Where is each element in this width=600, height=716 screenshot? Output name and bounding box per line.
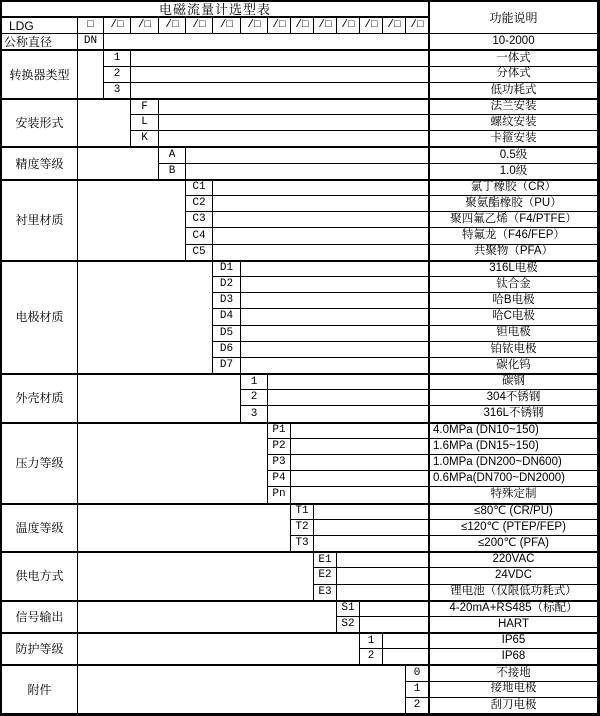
blank-cell: [78, 504, 291, 553]
option-code: C2: [186, 196, 213, 212]
option-desc: 4.0MPa (DN10~150): [429, 423, 598, 439]
model-slot-box: /□: [360, 18, 383, 34]
option-desc: 螺纹安装: [429, 115, 598, 131]
blank-cell: [291, 471, 429, 487]
option-code: B: [159, 164, 186, 180]
blank-cell: [78, 665, 406, 714]
option-code: E2: [314, 568, 337, 584]
option-desc: 1.6MPa (DN15~150): [429, 439, 598, 455]
option-code: 2: [360, 649, 383, 665]
option-code: D1: [213, 261, 241, 277]
option-code: C5: [186, 245, 213, 261]
option-desc: 分体式: [429, 67, 598, 83]
blank-cell: [78, 261, 213, 374]
model-slot-box: /□: [406, 18, 429, 34]
option-code: S2: [337, 617, 360, 633]
blank-cell: [337, 568, 429, 584]
option-desc: 0.5级: [429, 147, 598, 163]
blank-cell: [78, 552, 314, 601]
option-desc: ≤200℃ (PFA): [429, 536, 598, 552]
blank-cell: [314, 504, 429, 520]
blank-cell: [131, 67, 429, 83]
category-label: 电极材质: [2, 261, 78, 374]
blank-cell: [337, 585, 429, 601]
blank-cell: [241, 309, 429, 325]
option-code: 1: [360, 633, 383, 649]
option-desc: 钛合金: [429, 277, 598, 293]
option-desc: ≤80℃ (CR/PU): [429, 504, 598, 520]
model-slot-box: /□: [104, 18, 131, 34]
blank-cell: [213, 180, 429, 196]
blank-cell: [291, 455, 429, 471]
option-code: D7: [213, 358, 241, 374]
blank-cell: [360, 617, 429, 633]
model-slot-box: /□: [314, 18, 337, 34]
model-slot-box: /□: [159, 18, 186, 34]
blank-cell: [360, 601, 429, 617]
table-title: 电磁流量计选型表: [2, 2, 429, 18]
option-code: F: [131, 99, 159, 115]
model-slot-box: /□: [268, 18, 291, 34]
blank-cell: [213, 245, 429, 261]
blank-cell: [213, 196, 429, 212]
option-code: K: [131, 131, 159, 147]
blank-cell: [78, 147, 159, 179]
option-code: 1: [241, 374, 268, 390]
option-code: C3: [186, 212, 213, 228]
option-code: 1: [104, 50, 131, 66]
category-label: 温度等级: [2, 504, 78, 553]
blank-cell: [78, 50, 104, 99]
blank-cell: [314, 520, 429, 536]
blank-cell: [268, 406, 429, 422]
option-code: C1: [186, 180, 213, 196]
category-label: 防护等级: [2, 633, 78, 665]
blank-cell: [291, 439, 429, 455]
model-slot-box: /□: [186, 18, 213, 34]
option-code: P3: [268, 455, 291, 471]
option-desc: 316L电极: [429, 261, 598, 277]
blank-cell: [78, 633, 360, 665]
blank-cell: [131, 50, 429, 66]
blank-cell: [78, 601, 337, 633]
option-desc: 低功耗式: [429, 83, 598, 99]
option-desc: 304不锈钢: [429, 390, 598, 406]
blank-cell: [291, 423, 429, 439]
blank-cell: [213, 228, 429, 244]
model-prefix-label: LDG: [2, 18, 78, 34]
option-desc: 哈C电极: [429, 309, 598, 325]
blank-cell: [159, 115, 429, 131]
option-code: T2: [291, 520, 314, 536]
option-code: L: [131, 115, 159, 131]
option-desc: 4-20mA+RS485（标配）: [429, 601, 598, 617]
blank-cell: [383, 649, 429, 665]
blank-cell: [268, 390, 429, 406]
blank-cell: [78, 423, 268, 504]
option-code: D4: [213, 309, 241, 325]
blank-cell: [159, 131, 429, 147]
blank-cell: [241, 342, 429, 358]
option-code: E1: [314, 552, 337, 568]
diameter-desc: 10-2000: [429, 34, 598, 50]
category-label: 外壳材质: [2, 374, 78, 423]
option-code: 3: [241, 406, 268, 422]
blank-cell: [104, 34, 429, 50]
option-desc: 哈B电极: [429, 293, 598, 309]
model-slot-box: /□: [291, 18, 314, 34]
option-desc: 碳化钨: [429, 358, 598, 374]
option-desc: 共聚物（PFA）: [429, 245, 598, 261]
blank-cell: [131, 83, 429, 99]
blank-cell: [213, 212, 429, 228]
model-code-box: □: [78, 18, 104, 34]
option-code: S1: [337, 601, 360, 617]
blank-cell: [291, 487, 429, 503]
blank-cell: [314, 536, 429, 552]
option-code: D6: [213, 342, 241, 358]
option-code: 1: [406, 682, 429, 698]
option-code: 2: [241, 390, 268, 406]
blank-cell: [241, 358, 429, 374]
blank-cell: [241, 261, 429, 277]
option-desc: 刮刀电极: [429, 698, 598, 714]
model-slot-box: /□: [131, 18, 159, 34]
category-label: 安装形式: [2, 99, 78, 148]
option-desc: 氯丁橡胶（CR）: [429, 180, 598, 196]
option-desc: 一体式: [429, 50, 598, 66]
blank-cell: [241, 293, 429, 309]
option-desc: 聚四氟乙烯（F4/PTFE）: [429, 212, 598, 228]
model-slot-box: /□: [213, 18, 241, 34]
option-desc: HART: [429, 617, 598, 633]
option-desc: 特殊定制: [429, 487, 598, 503]
option-code: D2: [213, 277, 241, 293]
option-code: D3: [213, 293, 241, 309]
blank-cell: [186, 164, 429, 180]
option-desc: 法兰安装: [429, 99, 598, 115]
option-code: A: [159, 147, 186, 163]
function-description-header: 功能说明: [429, 2, 598, 34]
option-desc: IP65: [429, 633, 598, 649]
option-desc: 铂铱电极: [429, 342, 598, 358]
option-code: D5: [213, 326, 241, 342]
option-desc: 1.0MPa (DN200~DN600): [429, 455, 598, 471]
option-code: C4: [186, 228, 213, 244]
category-label: 供电方式: [2, 552, 78, 601]
option-desc: 1.0级: [429, 164, 598, 180]
option-code: 0: [406, 665, 429, 681]
category-label: 衬里材质: [2, 180, 78, 261]
blank-cell: [159, 99, 429, 115]
category-label: 信号输出: [2, 601, 78, 633]
option-desc: 不接地: [429, 665, 598, 681]
model-slot-box: /□: [337, 18, 360, 34]
option-desc: 聚氨酯橡胶（PU）: [429, 196, 598, 212]
blank-cell: [241, 277, 429, 293]
option-desc: 卡箍安装: [429, 131, 598, 147]
option-code: P1: [268, 423, 291, 439]
option-code: P4: [268, 471, 291, 487]
blank-cell: [78, 180, 186, 261]
option-desc: 碳钢: [429, 374, 598, 390]
model-slot-box: /□: [383, 18, 406, 34]
option-desc: 316L不锈钢: [429, 406, 598, 422]
blank-cell: [186, 147, 429, 163]
option-desc: 接地电极: [429, 682, 598, 698]
blank-cell: [337, 552, 429, 568]
category-label-diameter: 公称直径: [2, 34, 78, 50]
diameter-code: DN: [78, 34, 104, 50]
category-label: 精度等级: [2, 147, 78, 179]
option-desc: ≤120℃ (PTEP/FEP): [429, 520, 598, 536]
option-code: E3: [314, 585, 337, 601]
category-label: 附件: [2, 665, 78, 714]
option-desc: 钽电极: [429, 326, 598, 342]
option-desc: 锂电池（仅限低功耗式）: [429, 585, 598, 601]
blank-cell: [78, 374, 241, 423]
blank-cell: [241, 326, 429, 342]
option-desc: IP68: [429, 649, 598, 665]
option-code: Pn: [268, 487, 291, 503]
option-code: T1: [291, 504, 314, 520]
blank-cell: [268, 374, 429, 390]
option-desc: 24VDC: [429, 568, 598, 584]
option-code: 2: [104, 67, 131, 83]
option-code: 2: [406, 698, 429, 714]
model-slot-box: /□: [241, 18, 268, 34]
option-code: T3: [291, 536, 314, 552]
blank-cell: [78, 99, 131, 148]
option-desc: 220VAC: [429, 552, 598, 568]
category-label: 压力等级: [2, 423, 78, 504]
option-desc: 特氟龙（F46/FEP）: [429, 228, 598, 244]
option-desc: 0.6MPa(DN700~DN2000): [429, 471, 598, 487]
blank-cell: [383, 633, 429, 649]
category-label: 转换器类型: [2, 50, 78, 99]
option-code: 3: [104, 83, 131, 99]
option-code: P2: [268, 439, 291, 455]
